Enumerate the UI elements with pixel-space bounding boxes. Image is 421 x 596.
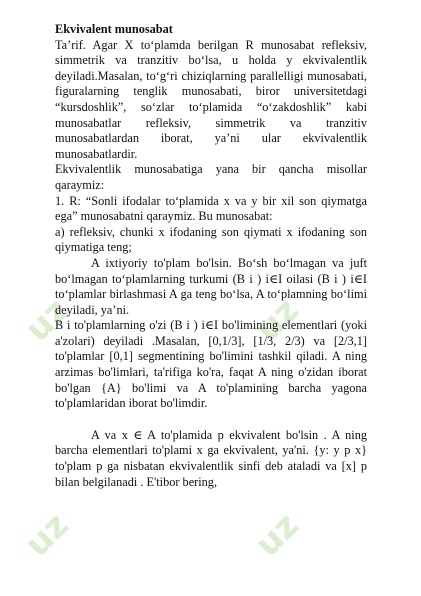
paragraph-partition: A ixtiyoriy to'plam bo'lsin. Bo‘sh bo‘lmagan va juft bo‘lmagan to‘plamlarning turkumi (B i ) i∈I oilasi (B i ) i∈I to‘plamlar birlashmasi A ga teng bo‘lsa, A to‘plamning bo‘limi deyiladi, ya’ni. bbox=[55, 255, 367, 317]
paragraph-gap bbox=[55, 412, 367, 428]
watermark: uz bbox=[247, 290, 307, 350]
paragraph-examples-intro: Ekvivalentlik munosabatiga yana bir qancha misollar qaraymiz: bbox=[55, 162, 367, 192]
paragraph-example-1: 1. R: “Sonli ifodalar to‘plamida x va y bir xil son qiymatga ega” munosabatni qaraymiz. Bu munosabat: bbox=[55, 193, 367, 224]
paragraph-definition: Ta’rif. Agar X to‘plamda berilgan R munosabat refleksiv, simmetrik va tranzitiv bo‘lsa, u holda y ekvivalentlik deyiladi.Masalan, to‘g‘ri chiziqlarning parallelligi munosabati, figuralarning tenglik munosabati, biror universitetdagi “kursdoshlik”, so‘zlar to‘plamida “o‘zakdoshlik” kabi munosabatlar refleksiv, simmetrik va tranzitiv munosabatlardan iborat, ya’ni ular ekvivalentlik munosabatlardir. bbox=[55, 37, 367, 161]
paragraph-partition-elements: B i to'plamlarning o'zi (B i ) i∈I bo'limining elementlari (yoki a'zolari) deyiladi .Masalan, [0,1/3], [1/3, 2/3) va [2/3,1] to'plamlar [0,1] segmentining bo'limini tashkil qiladi. A ning arzimas bo'limlari, ta'rifiga ko'ra, faqat A ning o'zidan iborat bo'lgan {A} bo'limi va A to'plamining barcha yagona to'plamlaridan iborat bo'limdir. bbox=[55, 318, 367, 411]
watermark: uz bbox=[247, 505, 307, 565]
document-title: Ekvivalent munosabat bbox=[55, 22, 173, 36]
watermark: uz bbox=[17, 290, 77, 350]
paragraph-equivalence-class: A va x ∈ A to'plamida p ekvivalent bo'lsin . A ning barcha elementlari to'plami x ga ekvivalent, ya'ni. {y: y p x} to'plam p ga nisbatan ekvivalentlik sinfi deb ataladi va [x] p bilan belgilanadi . E'tibor bering, bbox=[55, 427, 367, 489]
watermark: uz bbox=[17, 505, 77, 565]
document-body bbox=[55, 22, 367, 490]
paragraph-reflexive: a) refleksiv, chunki x ifodaning son qiymati x ifodaning son qiymatiga teng; bbox=[55, 224, 367, 255]
